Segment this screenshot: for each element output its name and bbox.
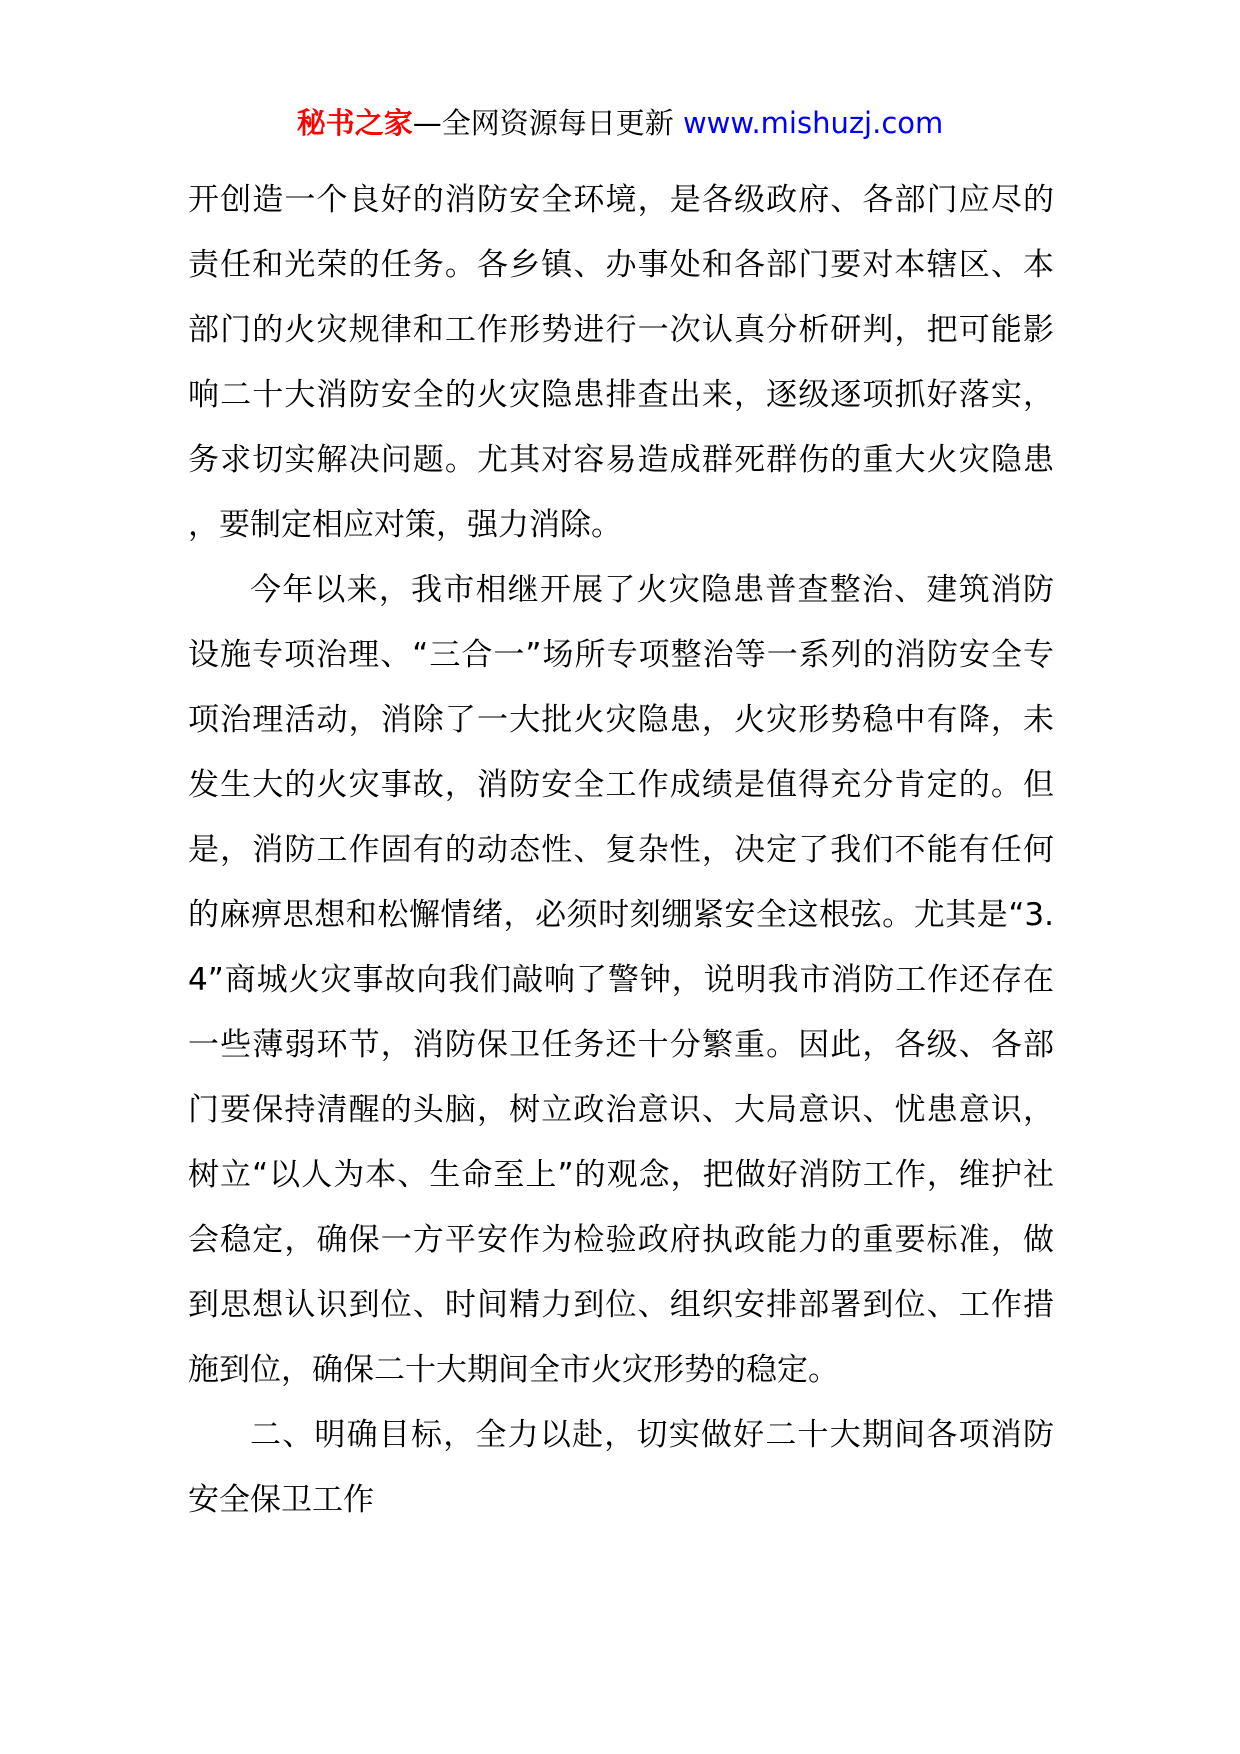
page-header (0, 103, 1240, 143)
document-body (188, 168, 1054, 1533)
header-slogan: —全网资源每日更新 (412, 106, 683, 140)
paragraph-responsibility: 开创造一个良好的消防安全环境，是各级政府、各部门应尽的责任和光荣的任务。各乡镇、办事处和各部门要对本辖区、本部门的火灾规律和工作形势进行一次认真分析研判，把可能影响二十大消防安全的火灾隐患排查出来，逐级逐项抓好落实，务求切实解决问题。尤其对容易造成群死群伤的重大火灾隐患，要制定相应对策，强力消除。 (188, 182, 1054, 543)
paragraph-situation: 今年以来，我市相继开展了火灾隐患普查整治、建筑消防设施专项治理、“三合一”场所专项整治等一系列的消防安全专项治理活动，消除了一大批火灾隐患，火灾形势稳中有降，未发生大的火灾事故，消防安全工作成绩是值得充分肯定的。但是，消防工作固有的动态性、复杂性，决定了我们不能有任何的麻痹思想和松懈情绪，必须时刻绷紧安全这根弦。尤其是“3.4”商城火灾事故向我们敲响了警钟，说明我市消防工作还存在一些薄弱环节，消防保卫任务还十分繁重。因此，各级、各部门要保持清醒的头脑，树立政治意识、大局意识、忧患意识，树立“以人为本、生命至上”的观念，把做好消防工作，维护社会稳定，确保一方平安作为检验政府执政能力的重要标准，做到思想认识到位、时间精力到位、组织安排部署到位、工作措施到位，确保二十大期间全市火灾形势的稳定。 (188, 572, 1054, 1388)
website-url-link[interactable]: www.mishuzj.com (682, 106, 944, 140)
section-heading-two: 二、明确目标，全力以赴，切实做好二十大期间各项消防安全保卫工作 (188, 1417, 1054, 1518)
brand-name: 秘书之家 (296, 106, 413, 140)
